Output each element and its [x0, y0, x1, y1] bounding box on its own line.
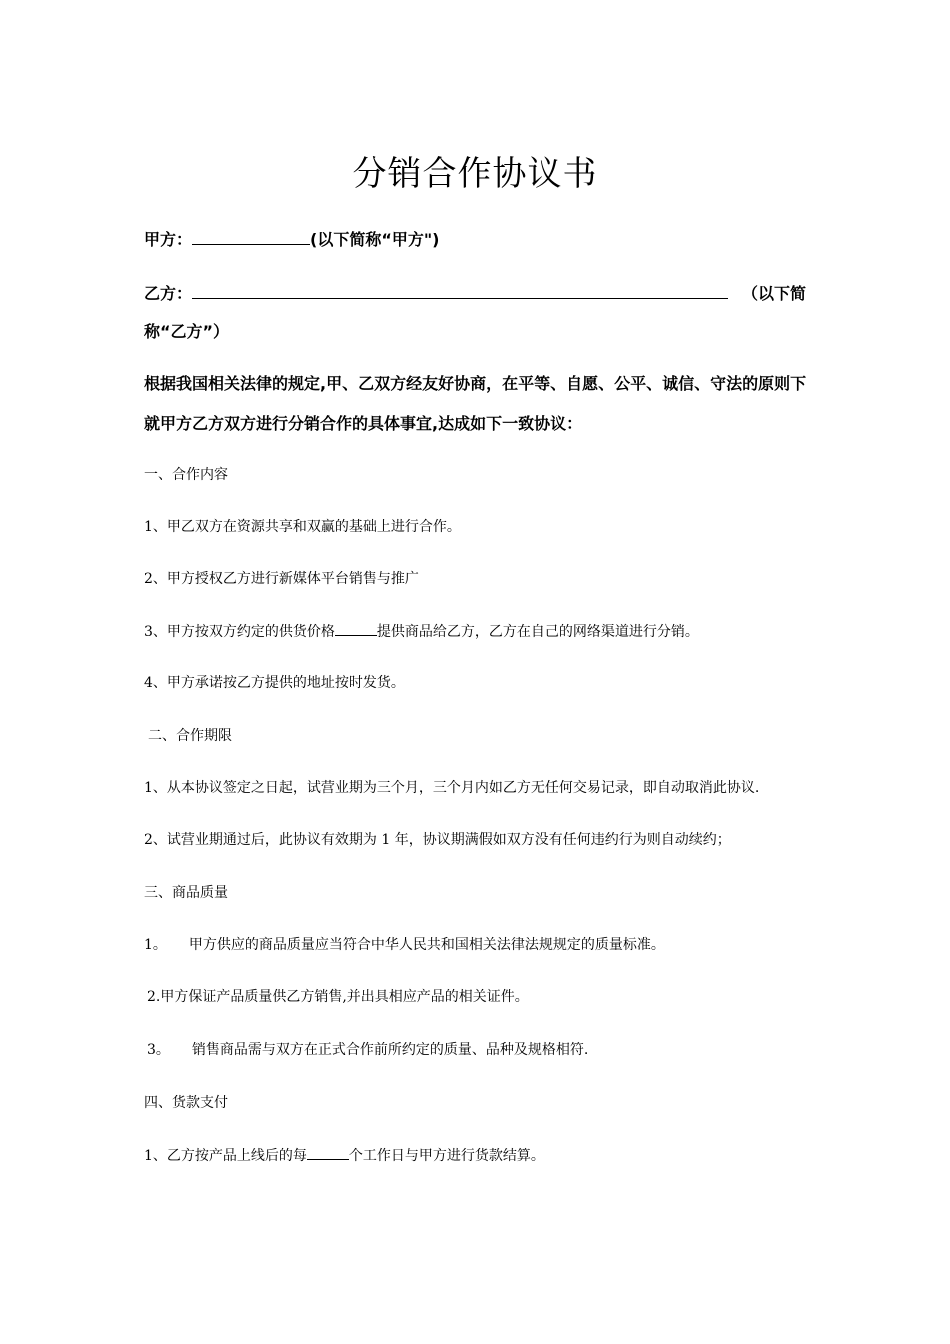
- section-1-item-4: 4、甲方承诺按乙方提供的地址按时发货。: [144, 675, 405, 691]
- section-2-item-1: 1、从本协议签定之日起，试营业期为三个月，三个月内如乙方无任何交易记录，即自动取消此协议.: [144, 780, 760, 796]
- section-3-item-3-num: 3。: [147, 1042, 170, 1058]
- section-3-item-2: 2.甲方保证产品质量供乙方销售,并出具相应产品的相关证件。: [147, 989, 529, 1005]
- section-3-item-1-num: 1。: [144, 937, 167, 953]
- section-3-item-3-text: 销售商品需与双方在正式合作前所约定的质量、品种及规格相符.: [191, 1042, 589, 1058]
- section-1-heading: 一、合作内容: [144, 467, 228, 483]
- section-4-heading: 四、货款支付: [144, 1095, 228, 1111]
- section-3-item-3: [147, 1040, 588, 1060]
- section-2-item-2: 2、试营业期通过后，此协议有效期为 1 年，协议期满假如双方没有任何违约行为则自动续约；: [144, 832, 731, 848]
- price-blank: [335, 621, 377, 636]
- party-b-line: [144, 284, 806, 304]
- party-b-line-2: 称“乙方”）: [144, 322, 230, 341]
- section-3-heading: 三、商品质量: [144, 885, 228, 901]
- section-4-item-1-pre: 1、乙方按产品上线后的每: [144, 1148, 307, 1164]
- party-a-label: 甲方：: [144, 230, 193, 249]
- party-a-suffix: (以下简称“甲方"): [310, 230, 440, 249]
- section-1-item-3: [144, 621, 699, 642]
- party-b-suffix: （以下简: [742, 284, 807, 303]
- section-4-item-1: [144, 1145, 545, 1166]
- party-b-blank: [192, 284, 728, 299]
- section-4-item-1-post: 个工作日与甲方进行货款结算。: [348, 1148, 545, 1164]
- section-3-item-1: [144, 935, 665, 955]
- section-1-item-3-pre: 3、甲方按双方约定的供货价格: [144, 624, 335, 640]
- preamble-paragraph: 根据我国相关法律的规定,甲、乙双方经友好协商，在平等、自愿、公平、诚信、守法的原则下就甲方乙方双方进行分销合作的具体事宜,达成如下一致协议：: [144, 374, 807, 433]
- section-1-item-3-post: 提供商品给乙方，乙方在自己的网络渠道进行分销。: [376, 624, 699, 640]
- section-1-item-2: 2、甲方授权乙方进行新媒体平台销售与推广: [144, 571, 419, 587]
- party-b-label: 乙方：: [144, 284, 193, 303]
- section-2-heading: 二、合作期限: [148, 728, 232, 744]
- section-3-item-1-text: 甲方供应的商品质量应当符合中华人民共和国相关法律法规规定的质量标准。: [188, 937, 665, 953]
- party-a-line: [144, 230, 440, 250]
- days-blank: [307, 1145, 349, 1160]
- party-a-blank: [192, 230, 310, 245]
- section-1-item-1: 1、甲乙双方在资源共享和双赢的基础上进行合作。: [144, 519, 461, 535]
- document-title: 分销合作协议书: [352, 154, 598, 194]
